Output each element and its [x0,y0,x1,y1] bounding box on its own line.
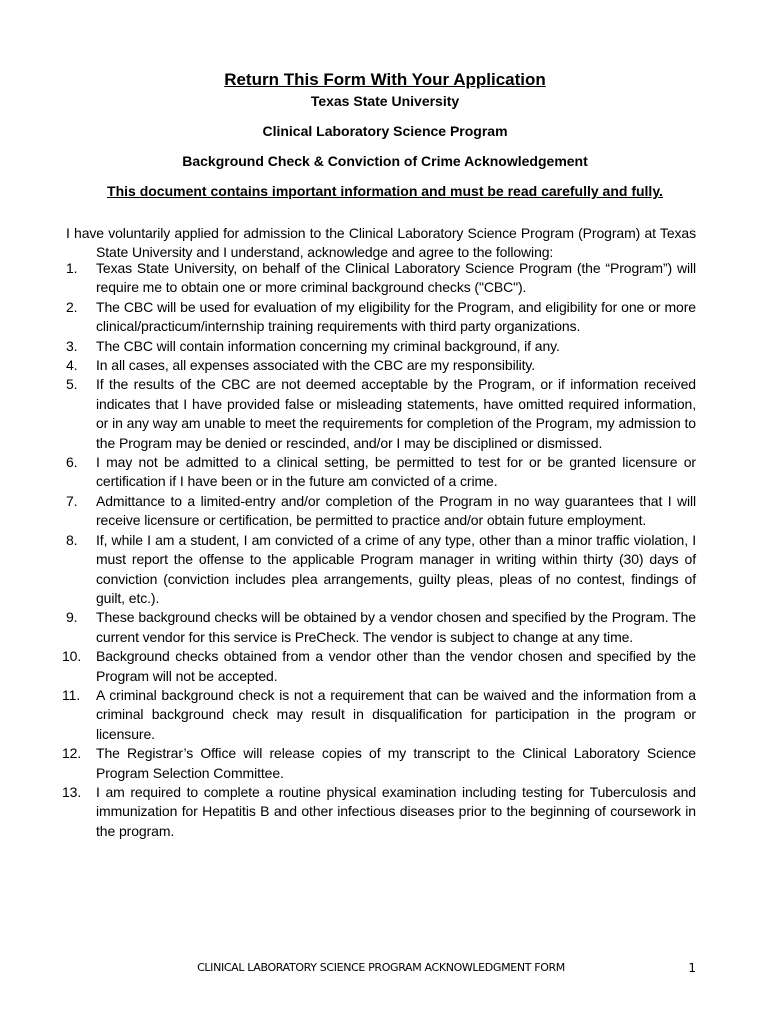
university-name: Texas State University [310,93,460,109]
list-item [66,492,696,531]
important-notice: This document contains important information and must be read carefully and fully. [107,183,663,199]
list-item-number: 5. [66,376,78,393]
list-item-text: Background checks obtained from a vendor other than the vendor chosen and specified by the Program will not be accepted. [96,648,696,684]
program-name: Clinical Laboratory Science Program [262,123,508,139]
list-item-text: I am required to complete a routine physical examination including testing for Tuberculosis and immunization for Hepatitis B and other infectious diseases prior to the beginning of coursework in the program. [96,783,696,839]
list-item-text: The CBC will be used for evaluation of my eligibility for the Program, and eligibility for one or more clinical/practicum/internship training requirements with third party organizations. [96,298,696,335]
page-number: 1 [688,961,696,975]
form-title: Return This Form With Your Application [224,70,546,90]
list-item-text: Texas State University, on behalf of the Clinical Laboratory Science Program (the “Program”) will require me to obtain one or more criminal background checks ("CBC"). [96,260,696,296]
list-item [62,686,696,744]
acknowledgement-list [62,259,696,841]
list-item [62,783,696,841]
list-item-number: 9. [66,609,78,626]
list-item [62,744,696,783]
footer-title: CLINICAL LABORATORY SCIENCE PROGRAM ACKNOWLEDGMENT FORM [197,961,565,974]
list-item-text: In all cases, all expenses associated with the CBC are my responsibility. [96,357,536,374]
list-item-text: If the results of the CBC are not deemed acceptable by the Program, or if information received indicates that I have provided false or misleading statements, have omitted required information, or in any way am unable to meet the requirements for completion of the Program, my admission to the Program may be denied or rescinded, and/or I may be disciplined or dismissed. [96,376,696,451]
list-item-text: The Registrar’s Office will release copies of my transcript to the Clinical Laboratory Science Program Selection Committee. [96,745,696,781]
list-item-number: 12. [62,745,82,762]
list-item-number: 1. [66,260,78,276]
list-item-text: These background checks will be obtained by a vendor chosen and specified by the Program. The current vendor for this service is PreCheck. The vendor is subject to change at any time. [96,609,696,645]
list-item-text: If, while I am a student, I am convicted of a crime of any type, other than a minor traffic violation, I must report the offense to the applicable Program manager in writing within thirty (30) days of conviction (conviction includes plea arrangements, guilty pleas, pleas of no contest, findings of guilt, etc.). [96,531,696,606]
list-item-number: 3. [66,337,78,354]
list-item-number: 2. [66,298,78,315]
list-item [66,531,696,609]
list-item-text: A criminal background check is not a requirement that can be waived and the information from a criminal background check may result in disqualification for participation in the program or licensure. [96,686,696,742]
list-item-number: 4. [66,357,78,374]
list-item [66,298,696,337]
list-item [66,453,696,492]
list-item-text: I may not be admitted to a clinical setting, be permitted to test for or be granted licensure or certification if I have been or in the future am convicted of a crime. [96,454,696,490]
list-item [66,375,696,453]
list-item [66,356,696,375]
list-item-number: 11. [62,686,81,703]
list-item-number: 13. [62,783,82,800]
list-item [62,647,696,686]
list-item-number: 8. [66,531,78,548]
list-item [66,608,696,647]
acknowledgement-title: Background Check & Conviction of Crime Acknowledgement [182,153,588,169]
list-item [66,337,696,356]
list-item-text: The CBC will contain information concerning my criminal background, if any. [96,337,560,354]
list-item-number: 6. [66,454,78,471]
list-item-number: 10. [62,648,82,665]
list-item-number: 7. [66,492,78,509]
list-item [66,259,696,298]
list-item-text: Admittance to a limited-entry and/or completion of the Program in no way guarantees that I will receive licensure or certification, be permitted to practice and/or obtain future employment. [96,492,696,529]
intro-paragraph: I have voluntarily applied for admission to the Clinical Laboratory Science Program (Program) at Texas State University and I understand, acknowledge and agree to the following: [66,225,696,261]
